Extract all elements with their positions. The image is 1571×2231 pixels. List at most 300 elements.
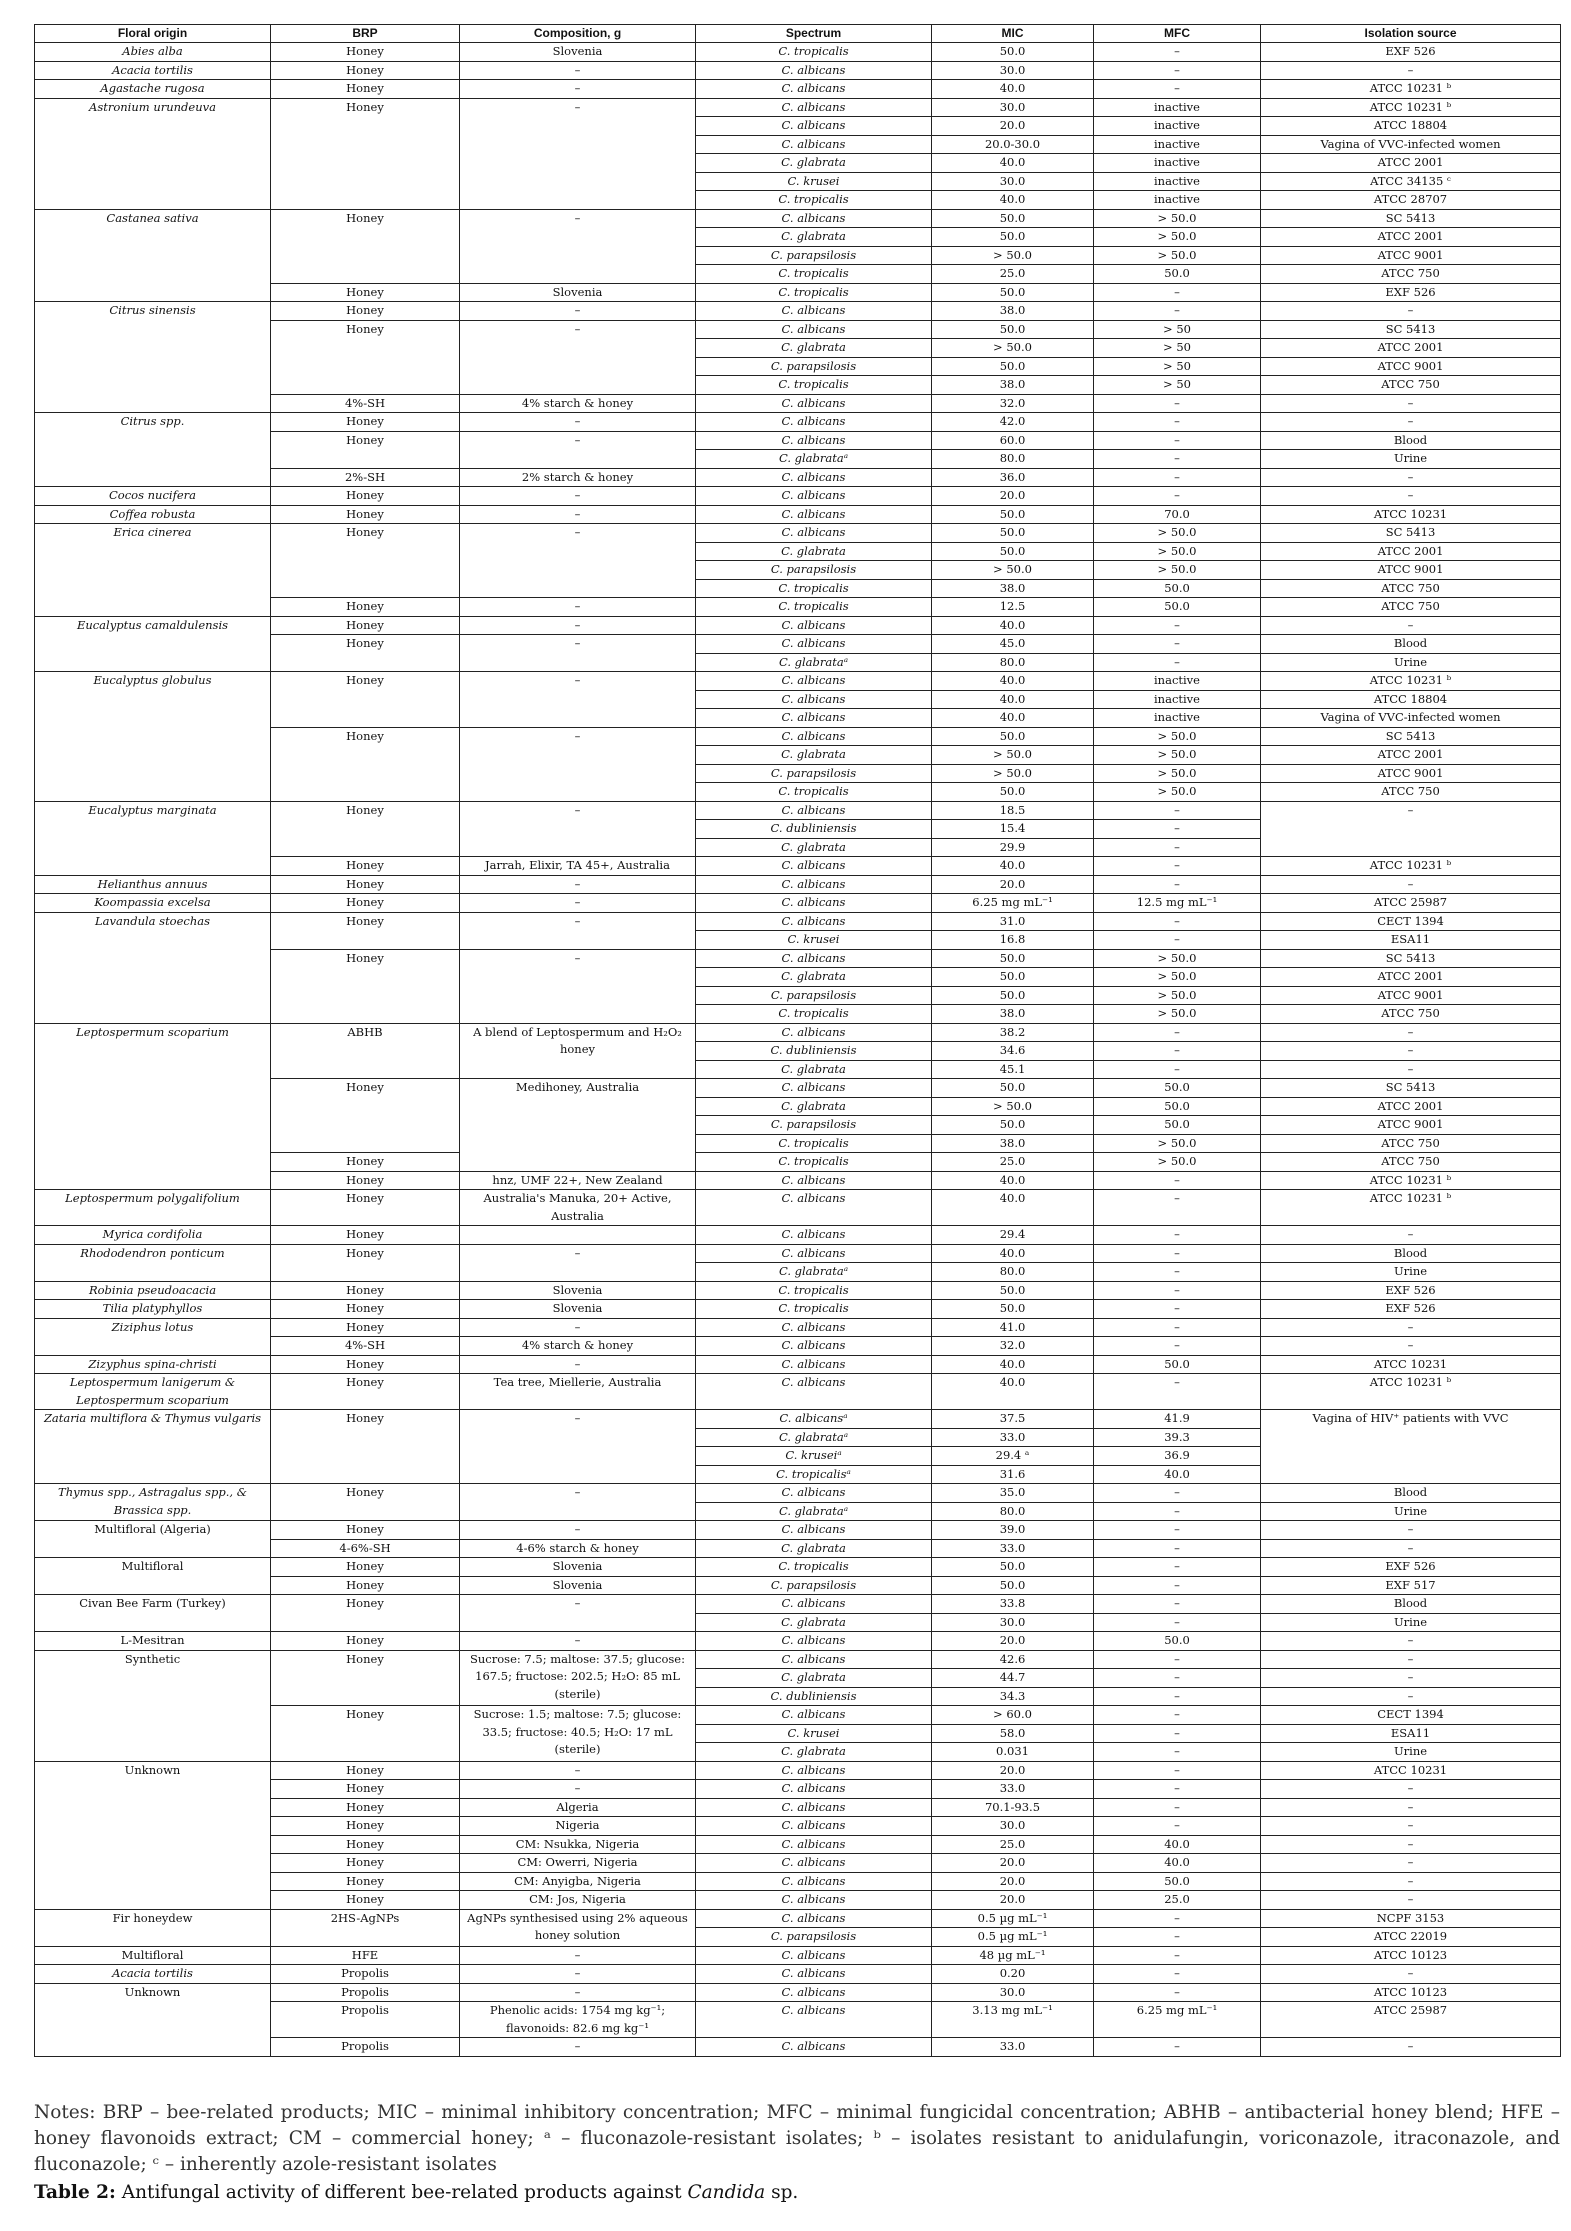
spectrum-cell: C. parapsilosis: [696, 1576, 932, 1595]
mfc-cell: 36.9: [1094, 1447, 1261, 1466]
isolation-source-cell: ATCC 10231 ᵇ: [1261, 1190, 1561, 1226]
mic-cell: 38.0: [932, 376, 1094, 395]
spectrum-cell: C. albicans: [696, 80, 932, 99]
composition-cell: –: [460, 80, 696, 99]
mfc-cell: –: [1094, 912, 1261, 931]
table-row: [35, 1909, 1561, 1928]
isolation-source-cell: ATCC 2001: [1261, 339, 1561, 358]
mfc-cell: > 50.0: [1094, 783, 1261, 802]
mfc-cell: > 50: [1094, 376, 1261, 395]
brp-cell: Honey: [271, 1318, 460, 1337]
brp-cell: ABHB: [271, 1023, 460, 1079]
mfc-cell: 40.0: [1094, 1835, 1261, 1854]
header-spectrum: Spectrum: [696, 25, 932, 43]
composition-cell: –: [460, 1761, 696, 1780]
mfc-cell: –: [1094, 80, 1261, 99]
spectrum-cell: C. glabrata: [696, 746, 932, 765]
spectrum-cell: C. albicans: [696, 875, 932, 894]
floral-origin-cell: Thymus spp., Astragalus spp., & Brassica spp.: [35, 1484, 271, 1521]
isolation-source-cell: ATCC 34135 ᶜ: [1261, 172, 1561, 191]
isolation-source-cell: Vagina of VVC-infected women: [1261, 135, 1561, 154]
mic-cell: 33.0: [932, 1539, 1094, 1558]
floral-origin-cell: Multifloral (Algeria): [35, 1521, 271, 1558]
mic-cell: 29.4: [932, 1226, 1094, 1245]
table-row: [35, 894, 1561, 913]
mic-cell: 50.0: [932, 1281, 1094, 1300]
mfc-cell: 50.0: [1094, 265, 1261, 284]
floral-origin-cell: Ziziphus lotus: [35, 1318, 271, 1355]
composition-cell: 4% starch & honey: [460, 394, 696, 413]
table-row: [35, 505, 1561, 524]
floral-origin-cell: Helianthus annuus: [35, 875, 271, 894]
table-header-row: [35, 25, 1561, 43]
floral-origin-cell: Coffea robusta: [35, 505, 271, 524]
spectrum-cell: C. glabrataᵃ: [696, 1263, 932, 1282]
brp-cell: Honey: [271, 1190, 460, 1226]
mic-cell: 50.0: [932, 1079, 1094, 1098]
isolation-source-cell: ATCC 10231 ᵇ: [1261, 1374, 1561, 1410]
brp-cell: HFE: [271, 1946, 460, 1965]
isolation-source-cell: –: [1261, 1539, 1561, 1558]
mic-cell: 50.0: [932, 727, 1094, 746]
mfc-cell: inactive: [1094, 154, 1261, 173]
spectrum-cell: C. albicans: [696, 1355, 932, 1374]
spectrum-cell: C. albicans: [696, 672, 932, 691]
brp-cell: Honey: [271, 1355, 460, 1374]
brp-cell: Honey: [271, 1079, 460, 1153]
brp-cell: Honey: [271, 1835, 460, 1854]
table-body: [35, 43, 1561, 2057]
isolation-source-cell: ATCC 750: [1261, 1153, 1561, 1172]
brp-cell: Honey: [271, 1798, 460, 1817]
isolation-source-cell: Blood: [1261, 1244, 1561, 1263]
mic-cell: 50.0: [932, 505, 1094, 524]
floral-origin-cell: Zizyphus spina-christi: [35, 1355, 271, 1374]
spectrum-cell: C. krusei: [696, 1724, 932, 1743]
spectrum-cell: C. parapsilosis: [696, 357, 932, 376]
table-row: [35, 616, 1561, 635]
mfc-cell: –: [1094, 616, 1261, 635]
composition-cell: –: [460, 912, 696, 949]
brp-cell: Honey: [271, 857, 460, 876]
spectrum-cell: C. albicans: [696, 1780, 932, 1799]
brp-cell: Honey: [271, 1171, 460, 1190]
spectrum-cell: C. albicans: [696, 1226, 932, 1245]
mfc-cell: –: [1094, 1798, 1261, 1817]
mic-cell: 50.0: [932, 524, 1094, 543]
table-row: [35, 1023, 1561, 1042]
brp-cell: Honey: [271, 1872, 460, 1891]
mic-cell: 20.0: [932, 1872, 1094, 1891]
brp-cell: Honey: [271, 1558, 460, 1577]
mfc-cell: –: [1094, 1965, 1261, 1984]
isolation-source-cell: Urine: [1261, 1613, 1561, 1632]
mic-cell: 50.0: [932, 949, 1094, 968]
spectrum-cell: C. glabrata: [696, 542, 932, 561]
spectrum-cell: C. albicans: [696, 505, 932, 524]
mfc-cell: 6.25 mg mL⁻¹: [1094, 2002, 1261, 2038]
mfc-cell: 25.0: [1094, 1891, 1261, 1910]
mfc-cell: –: [1094, 1780, 1261, 1799]
table-row: [35, 487, 1561, 506]
composition-cell: –: [460, 413, 696, 432]
mic-cell: 16.8: [932, 931, 1094, 950]
mfc-cell: –: [1094, 1576, 1261, 1595]
mfc-cell: –: [1094, 1023, 1261, 1042]
table-row: [35, 80, 1561, 99]
mic-cell: 29.9: [932, 838, 1094, 857]
spectrum-cell: C. albicans: [696, 431, 932, 450]
composition-cell: –: [460, 1632, 696, 1651]
composition-cell: –: [460, 2038, 696, 2057]
composition-cell: –: [460, 209, 696, 283]
mic-cell: 80.0: [932, 450, 1094, 469]
mic-cell: 3.13 mg mL⁻¹: [932, 2002, 1094, 2038]
isolation-source-cell: ATCC 25987: [1261, 2002, 1561, 2038]
mfc-cell: –: [1094, 1337, 1261, 1356]
floral-origin-cell: Robinia pseudoacacia: [35, 1281, 271, 1300]
brp-cell: Honey: [271, 949, 460, 1023]
spectrum-cell: C. albicans: [696, 1909, 932, 1928]
mic-cell: > 50.0: [932, 246, 1094, 265]
isolation-source-cell: ATCC 18804: [1261, 690, 1561, 709]
spectrum-cell: C. parapsilosis: [696, 1116, 932, 1135]
mfc-cell: > 50: [1094, 357, 1261, 376]
spectrum-cell: C. tropicalis: [696, 43, 932, 62]
composition-cell: Slovenia: [460, 283, 696, 302]
mfc-cell: inactive: [1094, 98, 1261, 117]
composition-cell: –: [460, 635, 696, 672]
spectrum-cell: C. albicans: [696, 1484, 932, 1503]
composition-cell: –: [460, 801, 696, 857]
isolation-source-cell: –: [1261, 1023, 1561, 1042]
isolation-source-cell: –: [1261, 1780, 1561, 1799]
spectrum-cell: C. albicans: [696, 1595, 932, 1614]
spectrum-cell: C. albicans: [696, 413, 932, 432]
mfc-cell: –: [1094, 61, 1261, 80]
composition-cell: –: [460, 727, 696, 801]
mic-cell: 20.0: [932, 1761, 1094, 1780]
floral-origin-cell: Unknown: [35, 1983, 271, 2056]
mic-cell: 40.0: [932, 672, 1094, 691]
floral-origin-cell: Koompassia excelsa: [35, 894, 271, 913]
brp-cell: Honey: [271, 894, 460, 913]
isolation-source-cell: –: [1261, 1337, 1561, 1356]
brp-cell: Honey: [271, 1244, 460, 1281]
mfc-cell: 50.0: [1094, 1872, 1261, 1891]
mic-cell: 0.5 µg mL⁻¹: [932, 1909, 1094, 1928]
isolation-source-cell: –: [1261, 1650, 1561, 1669]
composition-cell: –: [460, 875, 696, 894]
floral-origin-cell: Citrus sinensis: [35, 302, 271, 413]
spectrum-cell: C. tropicalis: [696, 598, 932, 617]
composition-cell: Phenolic acids: 1754 mg kg⁻¹; flavonoids: 82.6 mg kg⁻¹: [460, 2002, 696, 2038]
floral-origin-cell: L-Mesitran: [35, 1632, 271, 1651]
floral-origin-cell: Tilia platyphyllos: [35, 1300, 271, 1319]
mfc-cell: –: [1094, 431, 1261, 450]
mic-cell: 20.0: [932, 487, 1094, 506]
isolation-source-cell: ATCC 750: [1261, 1005, 1561, 1024]
isolation-source-cell: ATCC 2001: [1261, 1097, 1561, 1116]
table-row: [35, 1190, 1561, 1226]
composition-cell: CM: Nsukka, Nigeria: [460, 1835, 696, 1854]
spectrum-cell: C. albicans: [696, 1171, 932, 1190]
mic-cell: 29.4 ᵃ: [932, 1447, 1094, 1466]
mfc-cell: –: [1094, 1374, 1261, 1410]
composition-cell: CM: Jos, Nigeria: [460, 1891, 696, 1910]
mic-cell: 50.0: [932, 357, 1094, 376]
mic-cell: 50.0: [932, 1116, 1094, 1135]
isolation-source-cell: Vagina of HIV⁺ patients with VVC: [1261, 1410, 1561, 1484]
mfc-cell: –: [1094, 1042, 1261, 1061]
mic-cell: 36.0: [932, 468, 1094, 487]
mfc-cell: –: [1094, 1484, 1261, 1503]
floral-origin-cell: Leptospermum polygalifolium: [35, 1190, 271, 1226]
mic-cell: 20.0-30.0: [932, 135, 1094, 154]
table-row: [35, 98, 1561, 117]
spectrum-cell: C. albicans: [696, 1983, 932, 2002]
mic-cell: 31.6: [932, 1465, 1094, 1484]
mfc-cell: –: [1094, 1928, 1261, 1947]
spectrum-cell: C. glabrata: [696, 1743, 932, 1762]
mfc-cell: > 50.0: [1094, 968, 1261, 987]
spectrum-cell: C. tropicalis: [696, 1281, 932, 1300]
brp-cell: Honey: [271, 524, 460, 598]
isolation-source-cell: –: [1261, 1965, 1561, 1984]
mic-cell: 33.0: [932, 1428, 1094, 1447]
brp-cell: Honey: [271, 487, 460, 506]
spectrum-cell: C. glabrata: [696, 1097, 932, 1116]
mfc-cell: –: [1094, 653, 1261, 672]
spectrum-cell: C. glabrata: [696, 339, 932, 358]
spectrum-cell: C. albicans: [696, 468, 932, 487]
table-row: [35, 1558, 1561, 1577]
brp-cell: Honey: [271, 598, 460, 617]
table-notes: Notes: BRP – bee-related products; MIC – minimal inhibitory concentration; MFC – minimal fungicidal concentration; ABHB – antibacterial honey blend; HFE – honey flavonoids extract; CM – commercial honey; ᵃ – fluconazole-resistant isolates; ᵇ – isolates resistant to anidulafungin, voriconazole, itraconazole, and fluconazole; ᶜ – inherently azole-resistant isolates: [34, 2102, 1560, 2175]
mic-cell: 50.0: [932, 1558, 1094, 1577]
table-row: [35, 1484, 1561, 1503]
mic-cell: 40.0: [932, 616, 1094, 635]
mic-cell: 18.5: [932, 801, 1094, 820]
spectrum-cell: C. glabrataᵃ: [696, 1428, 932, 1447]
composition-cell: [460, 1226, 696, 1245]
mfc-cell: 39.3: [1094, 1428, 1261, 1447]
floral-origin-cell: Agastache rugosa: [35, 80, 271, 99]
mfc-cell: > 50.0: [1094, 764, 1261, 783]
mic-cell: 40.0: [932, 191, 1094, 210]
caption-text: Antifungal activity of different bee-related products against: [115, 2182, 688, 2203]
brp-cell: Propolis: [271, 2002, 460, 2038]
floral-origin-cell: Eucalyptus marginata: [35, 801, 271, 875]
composition-cell: Australia's Manuka, 20+ Active, Australia: [460, 1190, 696, 1226]
spectrum-cell: C. tropicalis: [696, 1300, 932, 1319]
brp-cell: Honey: [271, 1576, 460, 1595]
mfc-cell: > 50.0: [1094, 949, 1261, 968]
floral-origin-cell: Cocos nucifera: [35, 487, 271, 506]
mic-cell: 40.0: [932, 1190, 1094, 1226]
mic-cell: 0.20: [932, 1965, 1094, 1984]
isolation-source-cell: ATCC 10231 ᵇ: [1261, 857, 1561, 876]
spectrum-cell: C. tropicalis: [696, 579, 932, 598]
brp-cell: Honey: [271, 1281, 460, 1300]
isolation-source-cell: –: [1261, 616, 1561, 635]
mfc-cell: –: [1094, 394, 1261, 413]
spectrum-cell: C. glabrataᵃ: [696, 653, 932, 672]
mfc-cell: –: [1094, 1244, 1261, 1263]
spectrum-cell: C. parapsilosis: [696, 986, 932, 1005]
mic-cell: 31.0: [932, 912, 1094, 931]
brp-cell: Honey: [271, 1374, 460, 1410]
mfc-cell: –: [1094, 1502, 1261, 1521]
table-row: [35, 912, 1561, 931]
mfc-cell: inactive: [1094, 709, 1261, 728]
mfc-cell: –: [1094, 1171, 1261, 1190]
floral-origin-cell: Lavandula stoechas: [35, 912, 271, 1023]
isolation-source-cell: ATCC 10231 ᵇ: [1261, 80, 1561, 99]
mic-cell: 30.0: [932, 1817, 1094, 1836]
isolation-source-cell: CECT 1394: [1261, 912, 1561, 931]
floral-origin-cell: Castanea sativa: [35, 209, 271, 302]
isolation-source-cell: ATCC 9001: [1261, 246, 1561, 265]
mfc-cell: –: [1094, 857, 1261, 876]
mfc-cell: inactive: [1094, 690, 1261, 709]
table-row: [35, 1244, 1561, 1263]
mic-cell: 40.0: [932, 690, 1094, 709]
isolation-source-cell: EXF 526: [1261, 1281, 1561, 1300]
spectrum-cell: C. glabrata: [696, 1613, 932, 1632]
mic-cell: 35.0: [932, 1484, 1094, 1503]
table-row: [35, 1521, 1561, 1540]
isolation-source-cell: Blood: [1261, 635, 1561, 654]
floral-origin-cell: Acacia tortilis: [35, 61, 271, 80]
isolation-source-cell: –: [1261, 1872, 1561, 1891]
mfc-cell: –: [1094, 1946, 1261, 1965]
mic-cell: 32.0: [932, 394, 1094, 413]
spectrum-cell: C. albicans: [696, 2038, 932, 2057]
mic-cell: 40.0: [932, 1355, 1094, 1374]
isolation-source-cell: EXF 526: [1261, 283, 1561, 302]
spectrum-cell: C. tropicalis: [696, 191, 932, 210]
spectrum-cell: C. glabrata: [696, 1669, 932, 1688]
isolation-source-cell: –: [1261, 1854, 1561, 1873]
mic-cell: 32.0: [932, 1337, 1094, 1356]
spectrum-cell: C. tropicalis: [696, 783, 932, 802]
isolation-source-cell: ATCC 2001: [1261, 154, 1561, 173]
mic-cell: 50.0: [932, 228, 1094, 247]
floral-origin-cell: Civan Bee Farm (Turkey): [35, 1595, 271, 1632]
caption-genus: Candida: [687, 2182, 766, 2203]
floral-origin-cell: Acacia tortilis: [35, 1965, 271, 1984]
mic-cell: 38.0: [932, 1005, 1094, 1024]
mfc-cell: –: [1094, 1909, 1261, 1928]
floral-origin-cell: Myrica cordifolia: [35, 1226, 271, 1245]
table-caption: [34, 2180, 1560, 2206]
mic-cell: 12.5: [932, 598, 1094, 617]
composition-cell: –: [460, 598, 696, 617]
isolation-source-cell: –: [1261, 1891, 1561, 1910]
spectrum-cell: C. albicans: [696, 616, 932, 635]
table-row: [35, 1374, 1561, 1410]
isolation-source-cell: NCPF 3153: [1261, 1909, 1561, 1928]
floral-origin-cell: Rhododendron ponticum: [35, 1244, 271, 1281]
mic-cell: 20.0: [932, 117, 1094, 136]
composition-cell: CM: Owerri, Nigeria: [460, 1854, 696, 1873]
spectrum-cell: C. albicans: [696, 1023, 932, 1042]
isolation-source-cell: –: [1261, 1669, 1561, 1688]
floral-origin-cell: Abies alba: [35, 43, 271, 62]
spectrum-cell: C. albicans: [696, 1079, 932, 1098]
mic-cell: 50.0: [932, 783, 1094, 802]
mic-cell: 50.0: [932, 1300, 1094, 1319]
spectrum-cell: C. albicans: [696, 302, 932, 321]
spectrum-cell: C. glabrata: [696, 228, 932, 247]
mfc-cell: inactive: [1094, 672, 1261, 691]
mic-cell: 15.4: [932, 820, 1094, 839]
brp-cell: Honey: [271, 1300, 460, 1319]
isolation-source-cell: –: [1261, 875, 1561, 894]
isolation-source-cell: ATCC 10123: [1261, 1946, 1561, 1965]
isolation-source-cell: –: [1261, 1632, 1561, 1651]
isolation-source-cell: ATCC 9001: [1261, 357, 1561, 376]
mic-cell: 25.0: [932, 265, 1094, 284]
isolation-source-cell: ATCC 10231 ᵇ: [1261, 98, 1561, 117]
mfc-cell: 50.0: [1094, 598, 1261, 617]
spectrum-cell: C. albicans: [696, 209, 932, 228]
table-row: [35, 1318, 1561, 1337]
mic-cell: 58.0: [932, 1724, 1094, 1743]
brp-cell: Honey: [271, 1226, 460, 1245]
mic-cell: 50.0: [932, 968, 1094, 987]
brp-cell: Honey: [271, 635, 460, 672]
spectrum-cell: C. albicans: [696, 1650, 932, 1669]
brp-cell: Honey: [271, 505, 460, 524]
composition-cell: –: [460, 61, 696, 80]
table-row: [35, 43, 1561, 62]
mic-cell: 70.1-93.5: [932, 1798, 1094, 1817]
isolation-source-cell: ATCC 9001: [1261, 561, 1561, 580]
isolation-source-cell: ATCC 750: [1261, 265, 1561, 284]
brp-cell: Honey: [271, 672, 460, 728]
isolation-source-cell: ESA11: [1261, 1724, 1561, 1743]
isolation-source-cell: ESA11: [1261, 931, 1561, 950]
spectrum-cell: C. albicans: [696, 1798, 932, 1817]
mfc-cell: 40.0: [1094, 1465, 1261, 1484]
spectrum-cell: C. dubliniensis: [696, 1042, 932, 1061]
table-row: [35, 1595, 1561, 1614]
isolation-source-cell: ATCC 9001: [1261, 764, 1561, 783]
mfc-cell: > 50.0: [1094, 746, 1261, 765]
spectrum-cell: C. glabrata: [696, 838, 932, 857]
mfc-cell: > 50.0: [1094, 209, 1261, 228]
header-floral-origin: Floral origin: [35, 25, 271, 43]
mic-cell: 37.5: [932, 1410, 1094, 1429]
spectrum-cell: C. albicans: [696, 1872, 932, 1891]
composition-cell: Sucrose: 7.5; maltose: 37.5; glucose: 167.5; fructose: 202.5; H₂O: 85 mL (sterile): [460, 1650, 696, 1706]
spectrum-cell: C. parapsilosis: [696, 246, 932, 265]
mfc-cell: –: [1094, 1281, 1261, 1300]
mic-cell: 40.0: [932, 154, 1094, 173]
floral-origin-cell: Multifloral: [35, 1946, 271, 1965]
mic-cell: 50.0: [932, 542, 1094, 561]
isolation-source-cell: EXF 526: [1261, 1558, 1561, 1577]
mfc-cell: –: [1094, 450, 1261, 469]
isolation-source-cell: Blood: [1261, 431, 1561, 450]
brp-cell: Honey: [271, 1706, 460, 1762]
isolation-source-cell: ATCC 750: [1261, 783, 1561, 802]
mic-cell: 30.0: [932, 98, 1094, 117]
spectrum-cell: C. glabrataᵃ: [696, 450, 932, 469]
isolation-source-cell: –: [1261, 468, 1561, 487]
